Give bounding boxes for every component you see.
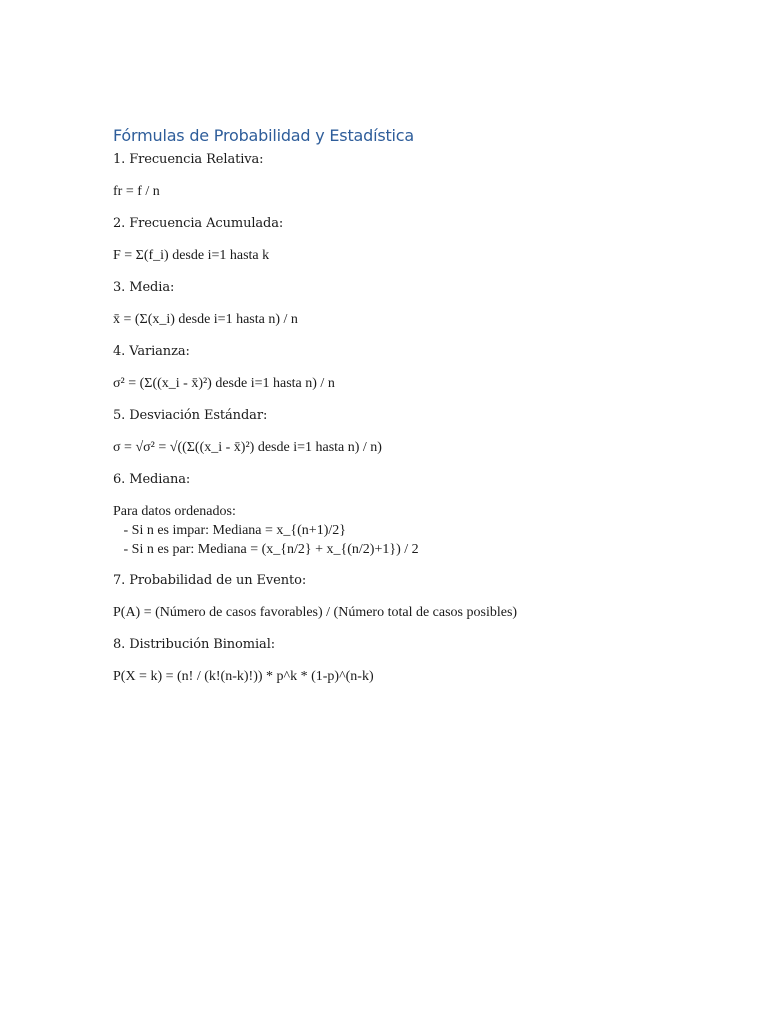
formula-media: x̄ = (Σ(x_i) desde i=1 hasta n) / n [113,312,298,327]
section-heading-frecuencia-acumulada: 2. Frecuencia Acumulada: [113,216,284,231]
formula-distribucion-binomial: P(X = k) = (n! / (k!(n-k)!)) * p^k * (1-p)^(n-k) [113,669,374,684]
section-heading-desviacion-estandar: 5. Desviación Estándar: [113,408,268,423]
mediana-line-par: - Si n es par: Mediana = (x_{n/2} + x_{(n/2)+1}) / 2 [113,542,419,557]
section-heading-mediana: 6. Mediana: [113,472,191,487]
formula-varianza: σ² = (Σ((x_i - x̄)²) desde i=1 hasta n) / n [113,376,335,391]
mediana-line-intro: Para datos ordenados: [113,504,236,519]
document-title: Fórmulas de Probabilidad y Estadística [113,126,414,145]
section-heading-distribucion-binomial: 8. Distribución Binomial: [113,637,276,652]
formula-block-mediana [113,502,693,559]
section-heading-media: 3. Media: [113,280,175,295]
document-page [113,124,693,699]
formula-probabilidad-evento: P(A) = (Número de casos favorables) / (Número total de casos posibles) [113,605,518,620]
mediana-line-impar: - Si n es impar: Mediana = x_{(n+1)/2} [113,523,346,538]
section-heading-frecuencia-relativa: 1. Frecuencia Relativa: [113,152,264,167]
formula-frecuencia-acumulada: F = Σ(f_i) desde i=1 hasta k [113,248,270,263]
section-heading-probabilidad-evento: 7. Probabilidad de un Evento: [113,573,307,588]
formula-frecuencia-relativa: fr = f / n [113,184,160,199]
section-heading-varianza: 4. Varianza: [113,344,190,359]
formula-desviacion-estandar: σ = √σ² = √((Σ((x_i - x̄)²) desde i=1 hasta n) / n) [113,440,382,455]
